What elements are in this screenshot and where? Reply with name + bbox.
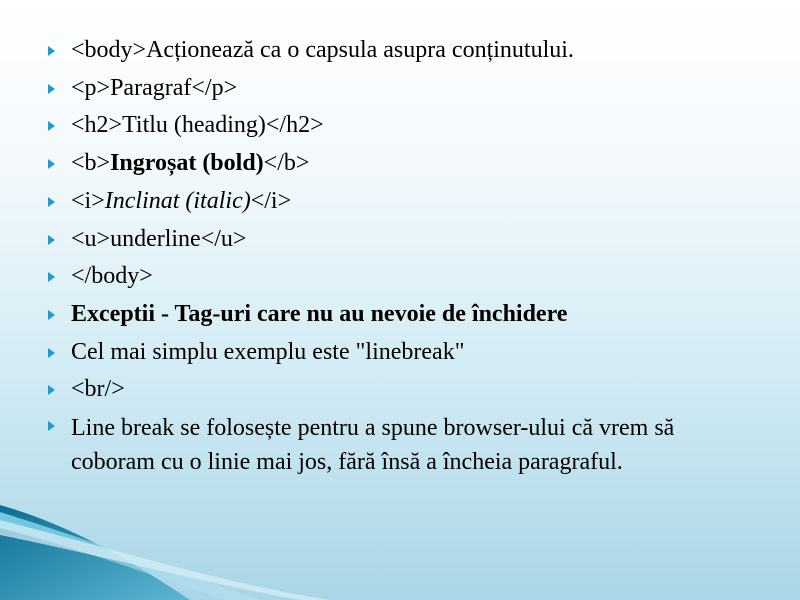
bullet-exceptions bbox=[48, 296, 748, 334]
bullet-body-close bbox=[48, 258, 748, 296]
bullet-linebreak-description bbox=[48, 409, 748, 479]
tag-open: <p> bbox=[71, 74, 111, 101]
bullet-text: Acționează ca o capsula asupra conținutului. bbox=[146, 37, 574, 63]
bullet-body bbox=[48, 32, 748, 70]
bullet-arrow-icon bbox=[48, 310, 55, 320]
bullet-text-italic: Inclinat (italic) bbox=[104, 187, 251, 214]
bullet-arrow-icon bbox=[48, 159, 55, 169]
bullet-arrow-icon bbox=[48, 235, 55, 245]
bullet-text: Cel mai simplu exemplu este "linebreak" bbox=[71, 338, 465, 365]
bullet-arrow-icon bbox=[48, 348, 55, 358]
tag-text: <body> bbox=[71, 37, 147, 63]
bullet-text: underline bbox=[110, 225, 201, 252]
tag-close: </i> bbox=[250, 187, 292, 214]
tag-close: </h2> bbox=[265, 112, 324, 139]
bullet-arrow-icon bbox=[48, 385, 55, 395]
bullet-paragraph bbox=[48, 70, 748, 108]
bullet-arrow-icon bbox=[48, 84, 55, 94]
bullet-text: </body> bbox=[71, 263, 153, 290]
tag-close: </p> bbox=[191, 74, 238, 101]
bullet-arrow-icon bbox=[48, 197, 55, 207]
bullet-italic bbox=[48, 183, 748, 221]
tag-open: <u> bbox=[71, 225, 111, 252]
tag-open: <h2> bbox=[71, 112, 123, 139]
tag-open: <b> bbox=[71, 150, 111, 177]
bullet-arrow-icon bbox=[48, 272, 55, 282]
bullet-text: Line break se folosește pentru a spune browser-ului că vrem să coboram cu o linie mai jos, fără însă a încheia paragraful. bbox=[71, 415, 675, 476]
bullet-arrow-icon bbox=[48, 121, 55, 131]
bullet-text: Titlu (heading) bbox=[122, 112, 266, 139]
bullet-linebreak-example bbox=[48, 334, 748, 372]
bullet-text-bold: Exceptii - Tag-uri care nu au nevoie de închidere bbox=[71, 300, 568, 327]
bullet-arrow-icon bbox=[48, 46, 55, 56]
bullet-text: Paragraf bbox=[110, 74, 192, 101]
bullet-list bbox=[48, 32, 748, 479]
bullet-text: <br/> bbox=[71, 376, 125, 403]
bullet-underline bbox=[48, 221, 748, 259]
tag-open: <i> bbox=[71, 187, 105, 214]
bullet-br-tag bbox=[48, 371, 748, 409]
tag-close: </u> bbox=[200, 225, 247, 252]
tag-close: </b> bbox=[263, 150, 310, 177]
bullet-arrow-icon bbox=[48, 421, 55, 431]
bullet-text-bold: Ingroșat (bold) bbox=[110, 150, 264, 177]
bullet-bold bbox=[48, 145, 748, 183]
bullet-heading bbox=[48, 107, 748, 145]
